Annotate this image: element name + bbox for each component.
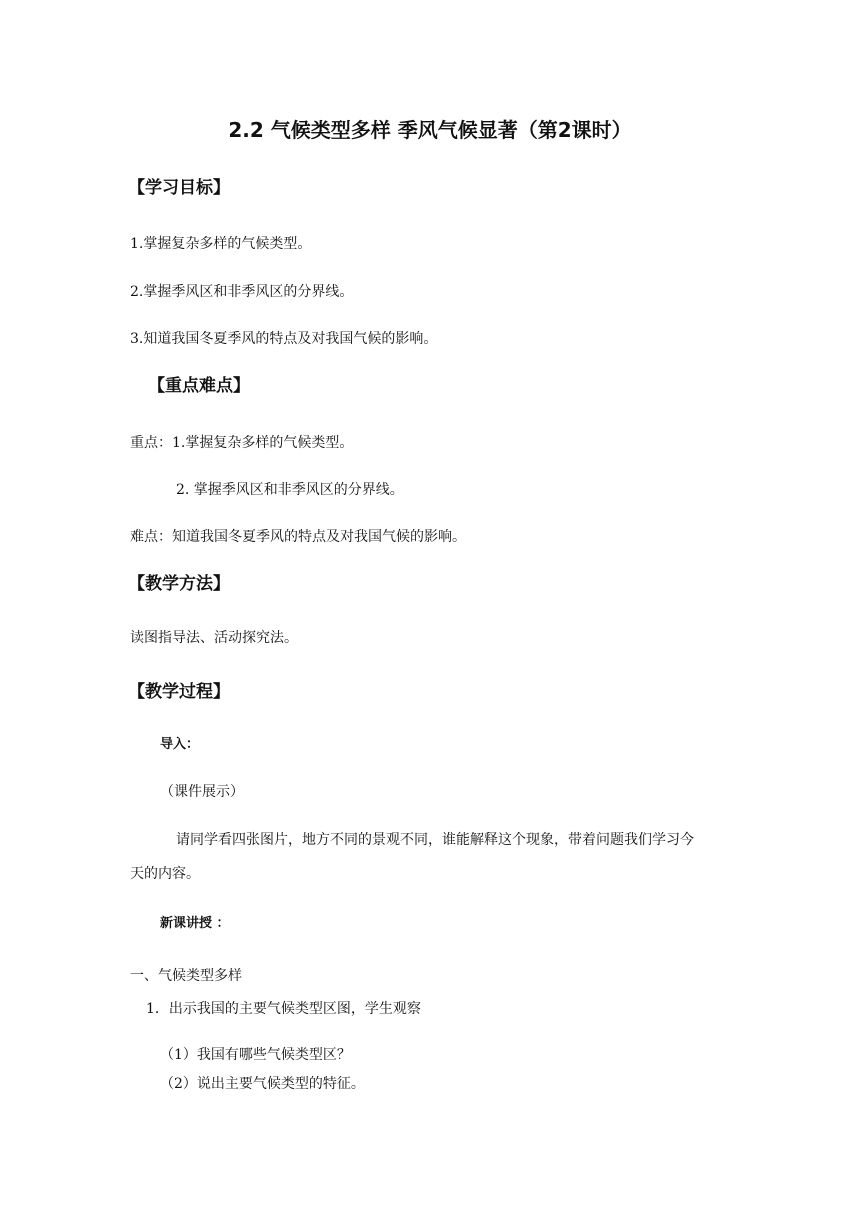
focus-point-1: 重点：1.掌握复杂多样的气候类型。: [130, 435, 354, 451]
objective-item-1: 1.掌握复杂多样的气候类型。: [130, 236, 312, 252]
part-1-title: 一、气候类型多样: [130, 968, 242, 984]
intro-label: 导入：: [160, 737, 200, 752]
question-2: （2）说出主要气候类型的特征。: [160, 1076, 365, 1092]
difficulty-point: 难点：知道我国冬夏季风的特点及对我国气候的影响。: [130, 529, 466, 545]
focus-point-2: 2. 掌握季风区和非季风区的分界线。: [176, 482, 404, 498]
intro-paragraph-line-2: 天的内容。: [130, 866, 200, 882]
key-points-heading: 【重点难点】: [148, 376, 250, 396]
step-1: 1．出示我国的主要气候类型区图，学生观察: [146, 1001, 421, 1017]
objective-item-2: 2.掌握季风区和非季风区的分界线。: [130, 284, 354, 300]
process-heading: 【教学过程】: [128, 682, 230, 702]
question-1: （1）我国有哪些气候类型区？: [160, 1047, 351, 1063]
intro-display-note: （课件展示）: [160, 784, 244, 800]
document-title: 2.2 气候类型多样 季风气候显著（第2课时）: [228, 118, 632, 142]
methods-text: 读图指导法、活动探究法。: [130, 630, 298, 646]
methods-heading: 【教学方法】: [128, 574, 230, 594]
objectives-heading: 【学习目标】: [128, 178, 230, 198]
new-lesson-label: 新课讲授 ：: [160, 916, 230, 931]
intro-paragraph-line-1: 请同学看四张图片，地方不同的景观不同，谁能解释这个现象，带着问题我们学习今: [176, 832, 694, 848]
objective-item-3: 3.知道我国冬夏季风的特点及对我国气候的影响。: [130, 331, 438, 347]
